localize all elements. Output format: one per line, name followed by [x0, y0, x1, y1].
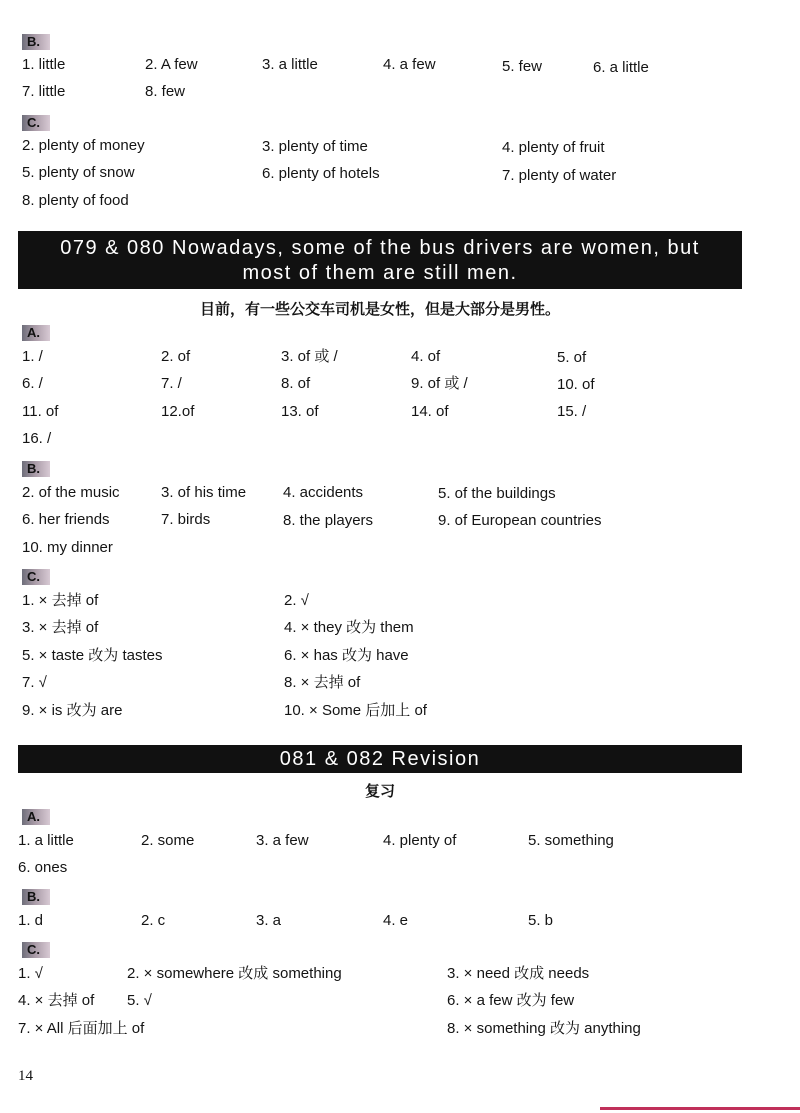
answer-item: 8. × something 改为 anything [447, 1020, 641, 1037]
answer-item: 4. plenty of [383, 832, 457, 849]
answer-item: 3. a little [262, 56, 318, 73]
answer-item: 3. of 或 / [281, 348, 338, 365]
answer-item: 4. of [411, 348, 441, 365]
answer-item: 7. √ [22, 674, 47, 691]
section-c-label: C. [22, 942, 50, 958]
section-b-label: B. [22, 34, 50, 50]
answer-item: 6. plenty of hotels [262, 165, 380, 182]
answer-item: 7. little [22, 83, 66, 100]
answer-item: 6. × a few 改为 few [447, 992, 575, 1009]
answer-item: 6. her friends [22, 511, 110, 528]
answer-item: 5. b [528, 912, 554, 929]
answer-item: 3. a few [256, 832, 309, 849]
lesson-81-subtitle: 复习 [364, 783, 395, 800]
answer-item: 7. birds [161, 511, 211, 528]
answer-item: 2. of [161, 348, 191, 365]
answer-item: 3. of his time [161, 484, 247, 501]
answer-item: 4. plenty of fruit [502, 139, 605, 156]
answer-item: 13. of [281, 403, 319, 420]
answer-item: 5. × taste 改为 tastes [22, 647, 163, 664]
answer-item: 6. ones [18, 859, 68, 876]
section-b-label: B. [22, 889, 50, 905]
page-edge-stripe [600, 1107, 800, 1110]
answer-item: 8. few [145, 83, 186, 100]
page-number: 14 [18, 1068, 33, 1084]
answer-item: 5. of [557, 349, 587, 366]
answer-item: 6. / [22, 375, 43, 392]
section-a-label: A. [22, 809, 50, 825]
section-b-label: B. [22, 461, 50, 477]
answer-item: 2. × somewhere 改成 something [127, 965, 342, 982]
answer-item: 9. of 或 / [411, 375, 468, 392]
answer-item: 1. a little [18, 832, 74, 849]
answer-item: 8. of [281, 375, 311, 392]
lesson-79-title-line-2: most of them are still men. [242, 262, 518, 284]
answer-item: 8. plenty of food [22, 192, 129, 209]
answer-item: 5. few [502, 58, 543, 75]
answer-item: 8. × 去掉 of [284, 674, 361, 691]
answer-item: 6. a little [593, 59, 649, 76]
answer-item: 1. / [22, 348, 43, 365]
answer-item: 2. A few [145, 56, 198, 73]
lesson-79-title-line-1: 079 & 080 Nowadays, some of the bus drivers are women, but [60, 237, 700, 259]
answer-item: 4. × 去掉 of [18, 992, 95, 1009]
answer-item: 7. plenty of water [502, 167, 617, 184]
answer-item: 15. / [557, 403, 587, 420]
answer-item: 1. little [22, 56, 66, 73]
answer-item: 16. / [22, 430, 52, 447]
answer-item: 1. d [18, 912, 44, 929]
answer-item: 3. plenty of time [262, 138, 368, 155]
lesson-81-title-banner: 081 & 082 Revision [18, 745, 742, 773]
answer-item: 3. × 去掉 of [22, 619, 99, 636]
answer-item: 3. × need 改成 needs [447, 965, 590, 982]
answer-item: 4. accidents [283, 484, 364, 501]
answer-item: 12.of [161, 403, 195, 420]
answer-item: 2. of the music [22, 484, 120, 501]
lesson-79-subtitle: 目前，有一些公交车司机是女性，但是大部分是男性。 [199, 301, 560, 318]
answer-item: 5. of the buildings [438, 485, 556, 502]
answer-item: 7. × All 后面加上 of [18, 1020, 145, 1037]
answer-item: 4. a few [383, 56, 436, 73]
answer-item: 9. of European countries [438, 512, 602, 529]
answer-item: 5. √ [127, 992, 152, 1009]
answer-item: 14. of [411, 403, 449, 420]
section-c-label: C. [22, 115, 50, 131]
answer-item: 1. × 去掉 of [22, 592, 99, 609]
answer-item: 5. something [528, 832, 614, 849]
answer-item: 2. plenty of money [22, 137, 145, 154]
answer-item: 1. √ [18, 965, 43, 982]
answer-item: 10. × Some 后加上 of [284, 702, 427, 719]
answer-item: 2. some [141, 832, 195, 849]
answer-item: 7. / [161, 375, 182, 392]
answer-item: 11. of [22, 403, 59, 420]
lesson-79-title-banner [18, 231, 742, 289]
answer-item: 4. × they 改为 them [284, 619, 414, 636]
section-c-label: C. [22, 569, 50, 585]
answer-item: 8. the players [283, 512, 374, 529]
answer-item: 2. c [141, 912, 166, 929]
answer-item: 10. of [557, 376, 595, 393]
answer-item: 4. e [383, 912, 409, 929]
answer-item: 2. √ [284, 592, 309, 609]
answer-item: 6. × has 改为 have [284, 647, 409, 664]
answer-item: 9. × is 改为 are [22, 702, 123, 719]
answer-item: 10. my dinner [22, 539, 113, 556]
answer-item: 3. a [256, 912, 282, 929]
answer-item: 5. plenty of snow [22, 164, 135, 181]
section-a-label: A. [22, 325, 50, 341]
